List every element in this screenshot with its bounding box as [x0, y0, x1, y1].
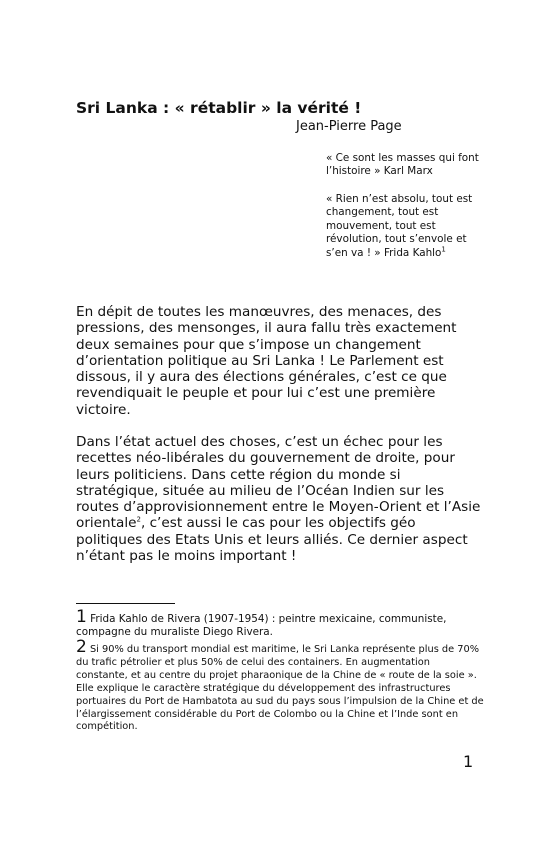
- paragraph-text: , c’est aussi le cas pour les objectifs géo politiques des Etats Unis et leurs alliés. Ce dernier aspect n’étant pas le moins important !: [76, 515, 468, 565]
- footnote-number: 1: [76, 607, 87, 627]
- article-author: Jean-Pierre Page: [296, 119, 402, 134]
- footnote-text: Frida Kahlo de Rivera (1907-1954) : peintre mexicaine, communiste, compagne du muraliste Diego Rivera.: [76, 613, 447, 639]
- epigraph-text: « Rien n’est absolu, tout est changement, tout est mouvement, tout est révolution, tout s’envole et s’en va ! » Frida Kahlo: [326, 193, 473, 259]
- paragraph-text: Dans l’état actuel des choses, c’est un échec pour les recettes néo-libérales du gouvernement de droite, pour leurs politiciens. Dans cette région du monde si stratégique, située au milieu de l’Océan Indien sur les routes d’approvisionnement entre le Moyen-Orient et l’Asie orientale: [76, 434, 481, 532]
- epigraph-marx: [326, 152, 484, 179]
- body-paragraph-1: [76, 304, 486, 418]
- page-number: 1: [463, 752, 474, 771]
- body-paragraph-2: [76, 434, 486, 564]
- footnote-number: 2: [76, 637, 87, 657]
- epigraph-kahlo: [326, 193, 484, 260]
- footnote-divider: [76, 603, 175, 604]
- note-ref: 1: [441, 245, 446, 254]
- footnote-1: [76, 607, 484, 639]
- epigraph-text: « Ce sont les masses qui font l’histoire » Karl Marx: [326, 152, 479, 178]
- footnote-text: Si 90% du transport mondial est maritime, le Sri Lanka représente plus de 70% du trafic pétrolier et plus 50% de celui des containers. En augmentation constante, et au centre du projet pharaonique de la Chine de « route de la soie ». Elle explique le caractère stratégique du développement des infrastructures portuaires du Port de Hambatota au sud du pays sous l’impulsion de la Chine et de l’élargissement considérable du Port de Colombo ou la Chine et l’Inde sont en compétition.: [76, 644, 484, 733]
- article-title: Sri Lanka : « rétablir » la vérité !: [76, 99, 362, 117]
- note-ref: 2: [136, 515, 141, 524]
- footnote-2: [76, 637, 484, 734]
- paragraph-text: En dépit de toutes les manœuvres, des menaces, des pressions, des mensonges, il aura fallu très exactement deux semaines pour que s’impose un changement d’orientation politique au Sri Lanka ! Le Parlement est dissous, il y aura des élections générales, c’est ce que revendiquait le peuple et pour lui c’est une première victoire.: [76, 304, 457, 418]
